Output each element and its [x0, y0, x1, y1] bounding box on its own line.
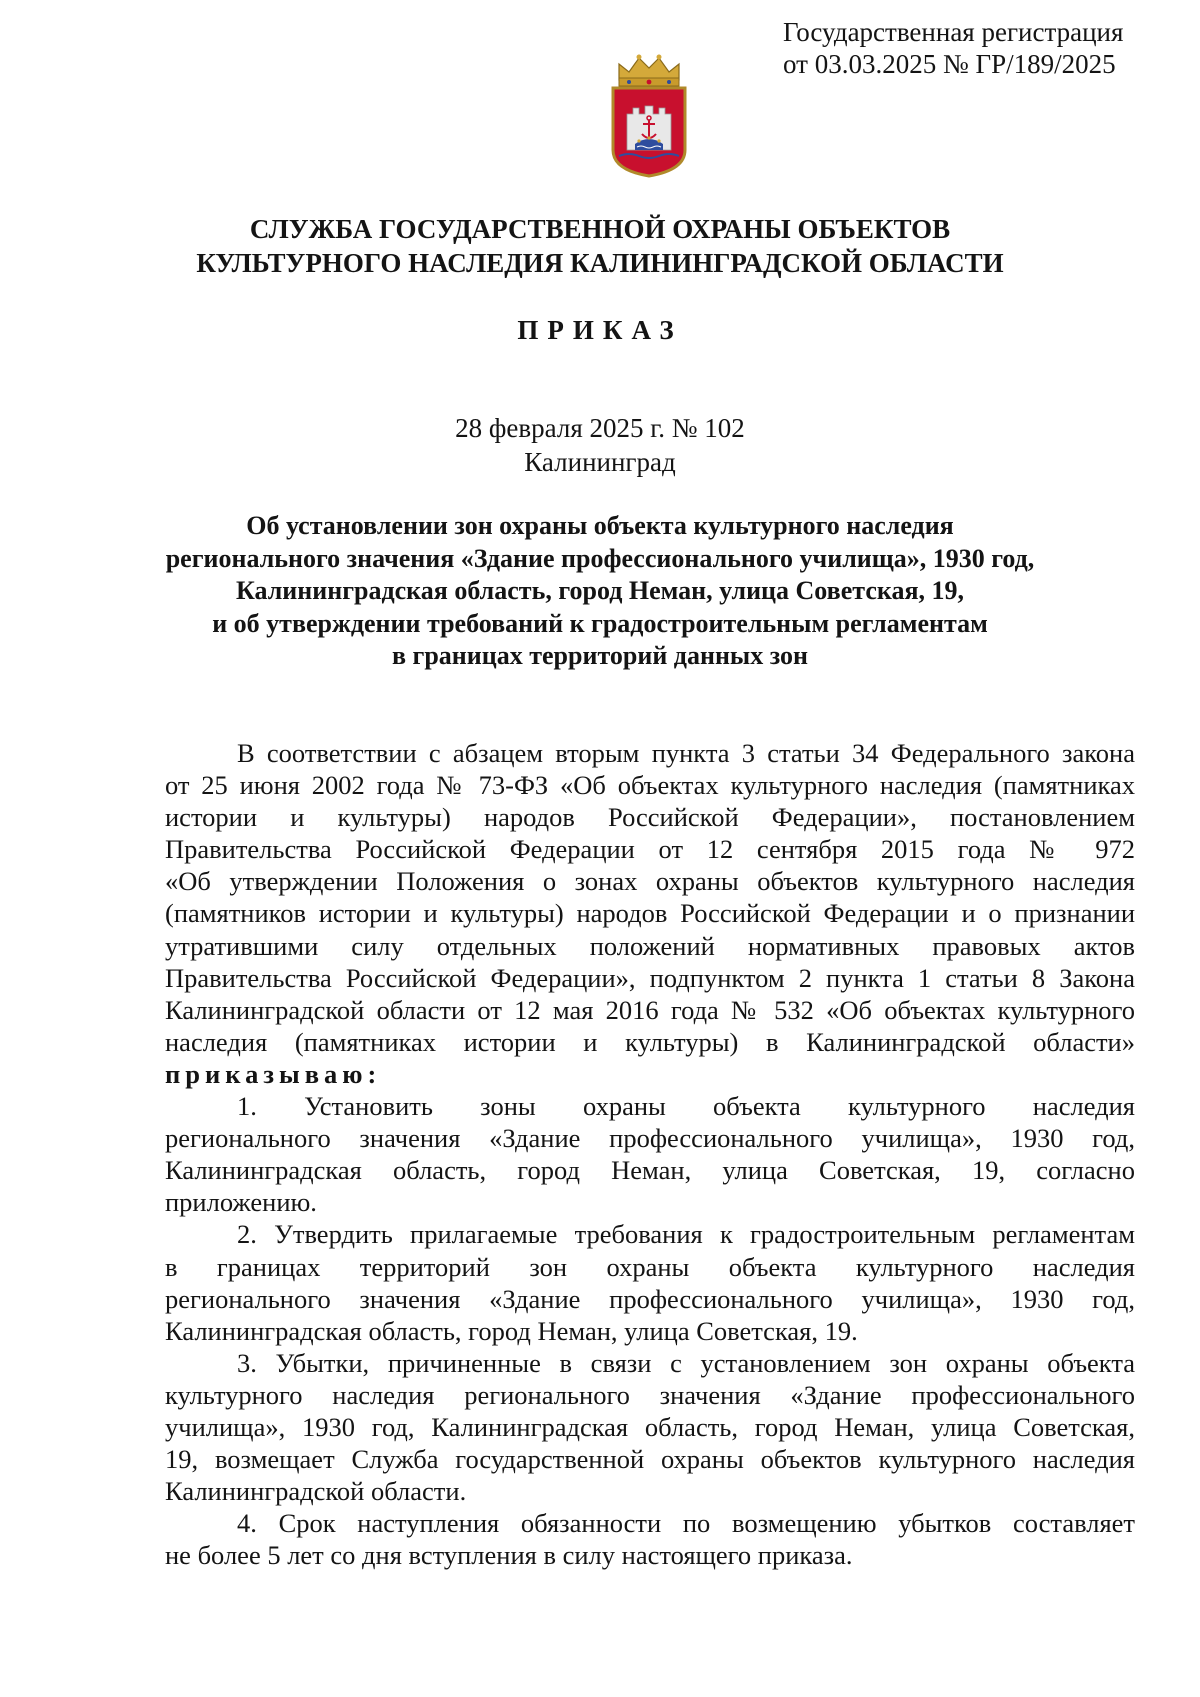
subject-line: в границах территорий данных зон [392, 641, 808, 670]
subject-line: и об утверждении требований к градостроительным регламентам [212, 608, 988, 638]
preamble-line: Правительства Российской Федерации», подпунктом 2 пункта 1 статьи 8 Закона [165, 962, 1135, 993]
item-line: регионального значения «Здание профессионального училища», 1930 год, [165, 1283, 1135, 1314]
preamble-line: от 25 июня 2002 года № 73-ФЗ «Об объектах культурного наследия (памятниках [165, 770, 1135, 801]
item-line: 2. Утвердить прилагаемые требования к градостроительным регламентам [237, 1219, 1135, 1250]
item-line: 4. Срок наступления обязанности по возмещению убытков составляет [237, 1508, 1135, 1539]
organization-name [0, 212, 1200, 280]
order-item-3 [165, 1347, 1135, 1507]
item-line: Калининградской области. [165, 1476, 467, 1507]
subject-line: регионального значения «Здание профессионального училища», 1930 год, [165, 543, 1035, 573]
registration-line-2: от 03.03.2025 № ГР/189/2025 [783, 49, 1116, 79]
order-word: приказываю: [165, 1058, 382, 1089]
crown-icon [619, 55, 679, 87]
preamble-line: Правительства Российской Федерации от 12 сентября 2015 года № 972 [165, 834, 1135, 865]
item-line: Калининградская область, город Неман, улица Советская, 19. [165, 1315, 858, 1346]
preamble-line: В соответствии с абзацем вторым пункта 3 статьи 34 Федерального закона [237, 738, 1135, 768]
subject-line: Об установлении зон охраны объекта культурного наследия [246, 511, 954, 540]
preamble-line: (памятников истории и культуры) народов Российской Федерации и о признании [165, 898, 1135, 929]
item-line: 19, возмещает Служба государственной охраны объектов культурного наследия [165, 1444, 1135, 1475]
organization-name-line-1: СЛУЖБА ГОСУДАРСТВЕННОЙ ОХРАНЫ ОБЪЕКТОВ [249, 214, 951, 244]
preamble-line: наследия (памятниках истории и культуры) в Калининградской области» [165, 1026, 1135, 1057]
shield-icon [613, 88, 685, 176]
preamble-line: Калининградской области от 12 мая 2016 года № 532 «Об объектах культурного [165, 994, 1135, 1025]
item-line: в границах территорий зон охраны объекта культурного наследия [165, 1251, 1135, 1282]
item-line: 1. Установить зоны охраны объекта культурного наследия [237, 1091, 1135, 1122]
order-item-2 [165, 1218, 1135, 1346]
registration-stamp [783, 16, 1123, 80]
item-line: 3. Убытки, причиненные в связи с установлением зон охраны объекта [237, 1347, 1135, 1378]
preamble-paragraph [165, 737, 1135, 1090]
preamble-line: «Об утверждении Положения о зонах охраны объектов культурного наследия [165, 866, 1135, 897]
order-body [165, 737, 1135, 1571]
kaliningrad-region-coat-of-arms-icon [605, 50, 693, 178]
item-line: приложению. [165, 1187, 317, 1218]
order-date-number: 28 февраля 2025 г. № 102 [455, 413, 745, 443]
order-item-4 [165, 1507, 1135, 1571]
order-subject [0, 510, 1200, 673]
organization-name-line-2: КУЛЬТУРНОГО НАСЛЕДИЯ КАЛИНИНГРАДСКОЙ ОБЛАСТИ [196, 248, 1004, 278]
subject-line: Калининградская область, город Неман, улица Советская, 19, [235, 576, 965, 605]
preamble-line: утратившими силу отдельных положений нормативных правовых актов [165, 930, 1135, 961]
item-line: не более 5 лет со дня вступления в силу настоящего приказа. [165, 1540, 853, 1571]
item-line: культурного наследия регионального значения «Здание профессионального [165, 1379, 1135, 1410]
registration-line-1: Государственная регистрация [783, 17, 1124, 47]
order-city: Калининград [524, 447, 676, 477]
item-line: Калининградская область, город Неман, улица Советская, 19, согласно [165, 1155, 1135, 1186]
preamble-line: истории и культуры) народов Российской Федерации», постановлением [165, 802, 1135, 833]
item-line: училища», 1930 год, Калининградская область, город Неман, улица Советская, [165, 1411, 1135, 1442]
item-line: регионального значения «Здание профессионального училища», 1930 год, [165, 1123, 1135, 1154]
document-type-heading: ПРИКАЗ [517, 315, 683, 345]
order-item-1 [165, 1090, 1135, 1218]
